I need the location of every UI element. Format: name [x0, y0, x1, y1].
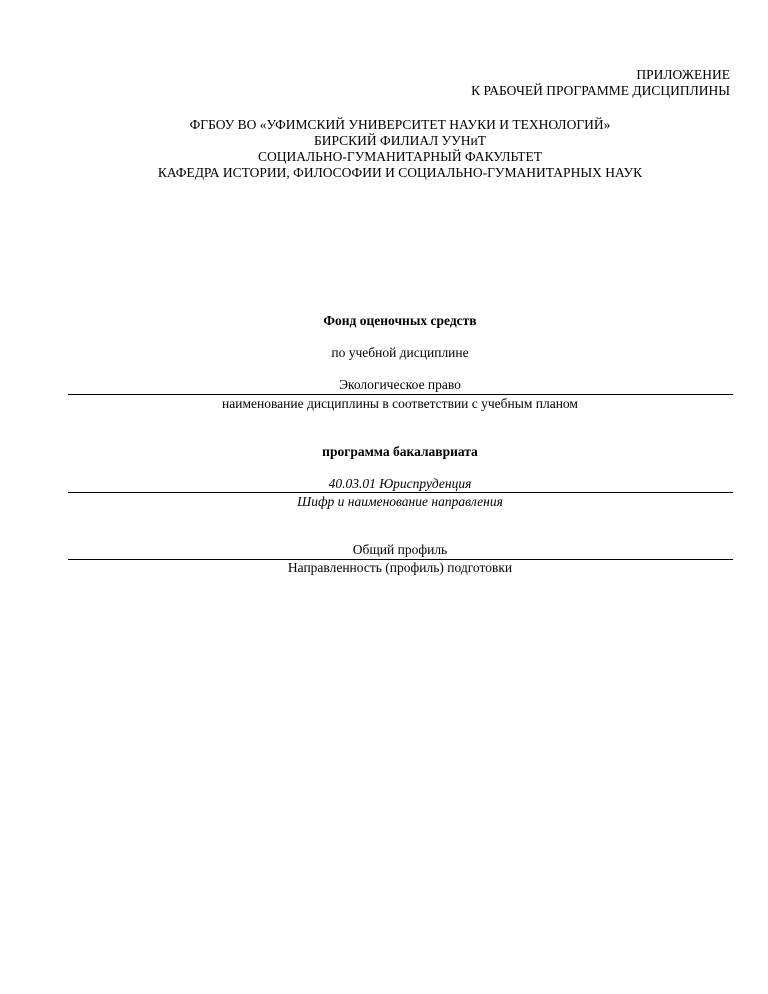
- direction-underline: [68, 492, 733, 493]
- direction-code-name: 40.03.01 Юриспруденция: [328, 476, 472, 491]
- discipline-name: Экологическое право: [339, 377, 461, 392]
- direction-caption: Шифр и наименование направления: [297, 494, 503, 509]
- profile-name: Общий профиль: [352, 542, 448, 557]
- discipline-underline: [68, 394, 733, 395]
- discipline-caption: наименование дисциплины в соответствии с учебным планом: [222, 396, 578, 411]
- appendix-label: ПРИЛОЖЕНИЕ: [636, 67, 730, 82]
- program-type: программа бакалавриата: [322, 444, 478, 459]
- university-name: ФГБОУ ВО «УФИМСКИЙ УНИВЕРСИТЕТ НАУКИ И ТЕХНОЛОГИЙ»: [189, 117, 611, 132]
- appendix-subtitle: К РАБОЧЕЙ ПРОГРАММЕ ДИСЦИПЛИНЫ: [471, 83, 730, 98]
- department-name: КАФЕДРА ИСТОРИИ, ФИЛОСОФИИ И СОЦИАЛЬНО-ГУМАНИТАРНЫХ НАУК: [157, 165, 643, 180]
- branch-name: БИРСКИЙ ФИЛИАЛ УУНиТ: [314, 133, 486, 148]
- faculty-name: СОЦИАЛЬНО-ГУМАНИТАРНЫЙ ФАКУЛЬТЕТ: [258, 149, 542, 164]
- document-subtitle: по учебной дисциплине: [331, 345, 469, 360]
- profile-caption: Направленность (профиль) подготовки: [287, 560, 513, 575]
- document-title: Фонд оценочных средств: [323, 313, 477, 328]
